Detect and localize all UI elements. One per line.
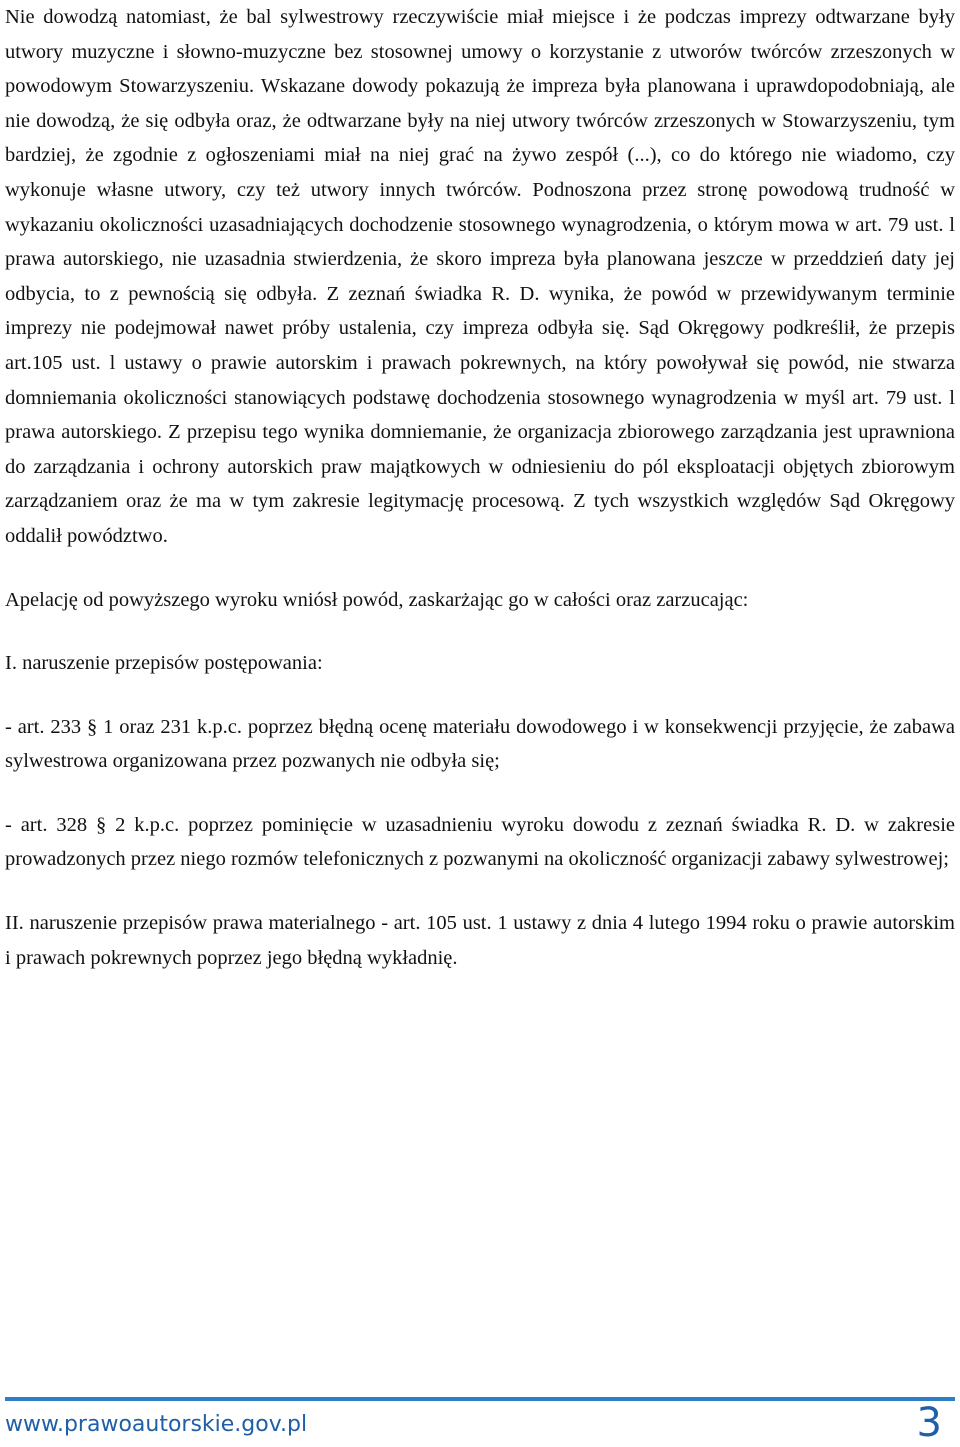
paragraph-main: Nie dowodzą natomiast, że bal sylwestrowy rzeczywiście miał miejsce i że podczas imprezy odtwarzane były utwory muzyczne i słowno-muzyczne bez stosownej umowy o korzystanie z utworów twórców zrzeszonych w powodowym Stowarzyszeniu. Wskazane dowody pokazują że impreza była planowana i uprawdopodobniają, ale nie dowodzą, że się odbyła oraz, że odtwarzane były na niej utwory twórców zrzeszonych w Stowarzyszeniu, tym bardziej, że zgodnie z ogłoszeniami miał na niej grać na żywo zespół (...), co do którego nie wiadomo, czy wykonuje własne utwory, czy też utwory innych twórców. Podnoszona przez stronę powodową trudność w wykazaniu okoliczności uzasadniających dochodzenie stosownego wynagrodzenia, o którym mowa w art. 79 ust. l prawa autorskiego, nie uzasadnia stwierdzenia, że skoro impreza była planowana jeszcze w przeddzień daty jej odbycia, to z pewnością się odbyła. Z zeznań świadka R. D. wynika, że powód w przewidywanym terminie imprezy nie podejmował nawet próby ustalenia, czy impreza odbyła się. Sąd Okręgowy podkreślił, że przepis art.105 ust. l ustawy o prawie autorskim i prawach pokrewnych, na który powoływał się powód, nie stwarza domniemania okoliczności stanowiących podstawę dochodzenia stosownego wynagrodzenia w myśl art. 79 ust. l prawa autorskiego. Z przepisu tego wynika domniemanie, że organizacja zbiorowego zarządzania jest uprawniona do zarządzania i ochrony autorskich praw majątkowych w odniesieniu do pól eksploatacji objętych zbiorowym zarządzaniem oraz że ma w tym zakresie legitymację procesową. Z tych wszystkich względów Sąd Okręgowy oddalił powództwo. (5, 6, 955, 547)
section-material-law-violation: II. naruszenie przepisów prawa materialnego - art. 105 ust. 1 ustawy z dnia 4 lutego 1994 roku o prawie autorskim i prawach pokrewnych poprzez jego błędną wykładnię. (5, 912, 955, 969)
list-item-art-233: - art. 233 § 1 oraz 231 k.p.c. poprzez błędną ocenę materiału dowodowego i w konsekwencji przyjęcie, że zabawa sylwestrowa organizowana przez pozwanych nie odbyła się; (5, 715, 955, 773)
paragraph-appeal: Apelację od powyższego wyroku wniósł powód, zaskarżając go w całości oraz zarzucając: (5, 588, 749, 611)
section-procedural-violations: I. naruszenie przepisów postępowania: (5, 652, 323, 675)
page-number: 3 (916, 1400, 942, 1446)
list-item-art-328: - art. 328 § 2 k.p.c. poprzez pominięcie w uzasadnieniu wyroku dowodu z zeznań świadka R. D. w zakresie prowadzonych przez niego rozmów telefonicznych z pozwanymi na okoliczność organizacji zabawy sylwestrowej; (5, 813, 955, 871)
document-body (5, 0, 955, 975)
footer-divider (5, 1397, 955, 1401)
footer-website-link[interactable]: www.prawoautorskie.gov.pl (5, 1412, 308, 1437)
